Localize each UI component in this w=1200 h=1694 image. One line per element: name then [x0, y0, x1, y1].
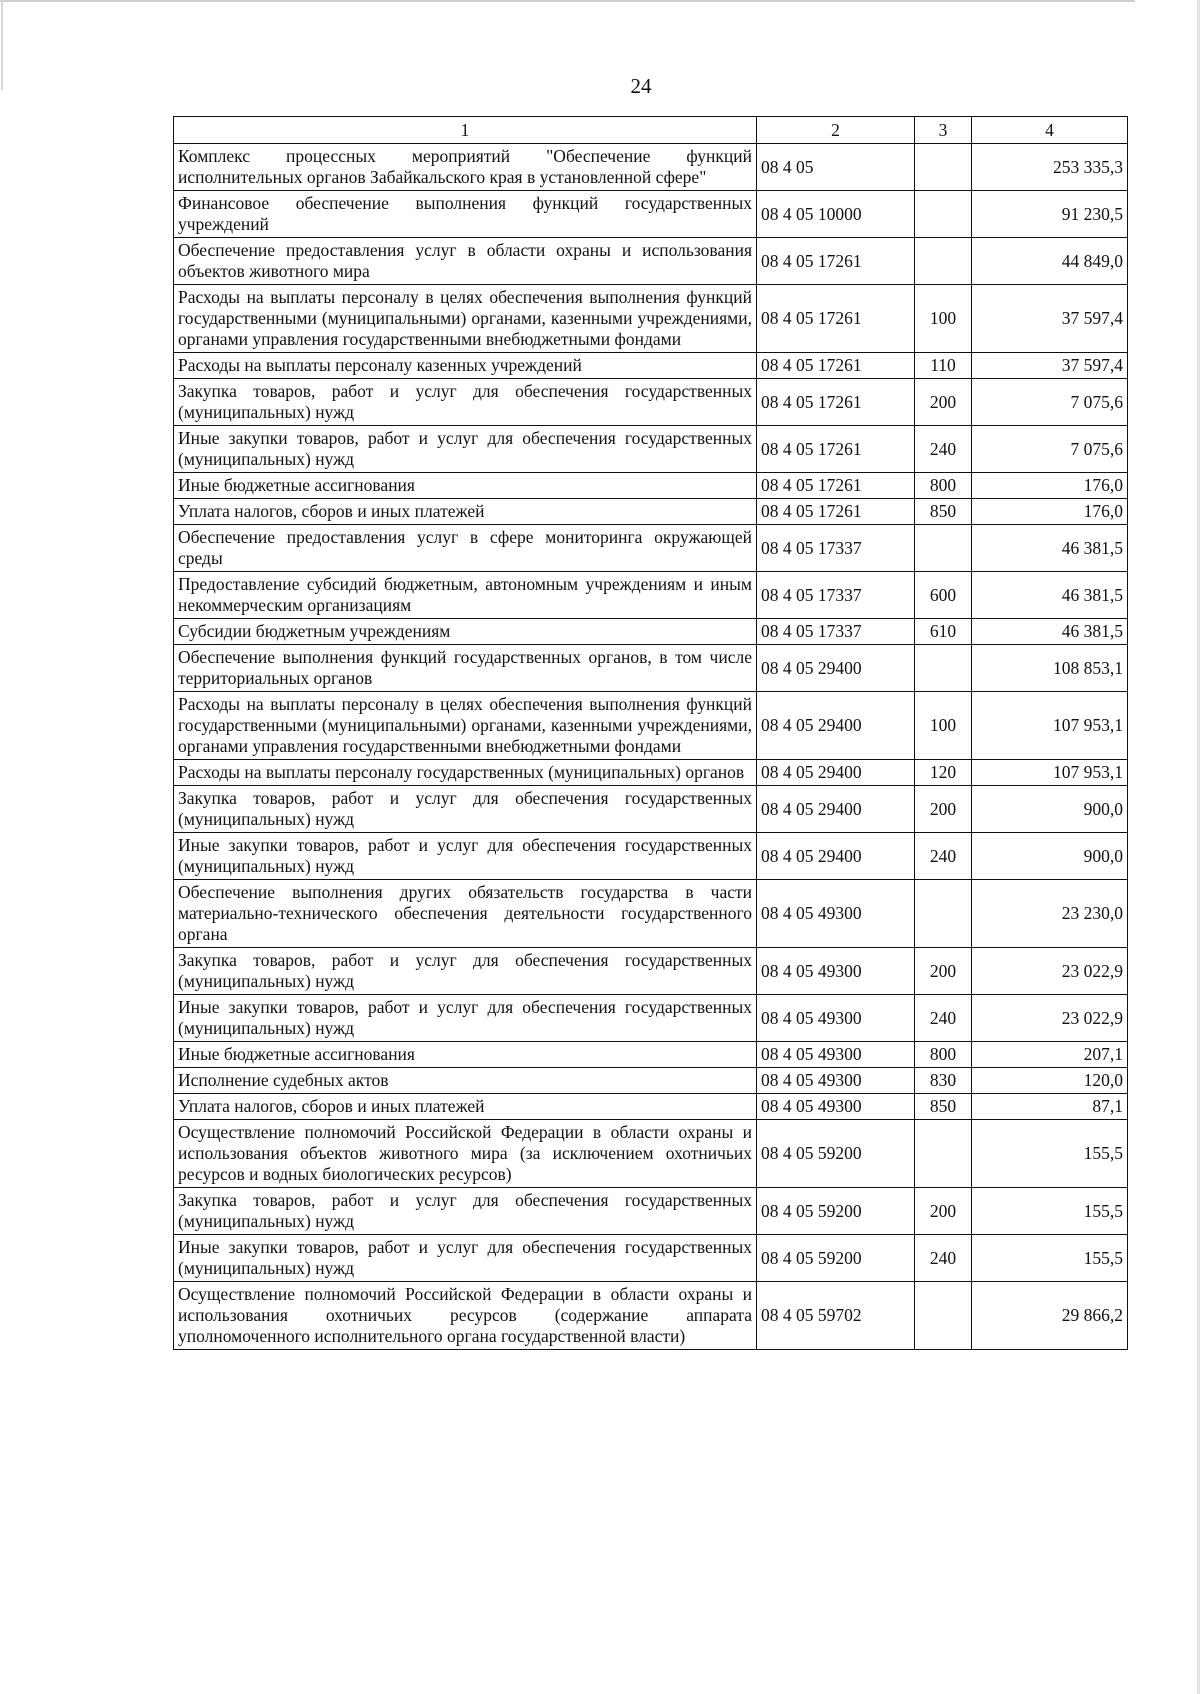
row-amount: 29 866,2 — [972, 1282, 1128, 1350]
row-expense-type: 610 — [915, 619, 972, 645]
table-row — [174, 1042, 1128, 1068]
table-row — [174, 619, 1128, 645]
row-expense-type: 110 — [915, 353, 972, 379]
row-expense-type: 850 — [915, 1094, 972, 1120]
row-amount: 46 381,5 — [972, 572, 1128, 619]
row-code: 08 4 05 49300 — [757, 1042, 915, 1068]
row-code: 08 4 05 17261 — [757, 353, 915, 379]
table-row — [174, 525, 1128, 572]
row-amount: 107 953,1 — [972, 760, 1128, 786]
row-expense-type — [915, 191, 972, 238]
table-row — [174, 760, 1128, 786]
row-amount: 7 075,6 — [972, 379, 1128, 426]
row-expense-type: 100 — [915, 285, 972, 353]
row-code: 08 4 05 49300 — [757, 880, 915, 948]
row-expense-type — [915, 645, 972, 692]
row-code: 08 4 05 17261 — [757, 379, 915, 426]
row-amount: 107 953,1 — [972, 692, 1128, 760]
row-name: Обеспечение предоставления услуг в сфере мониторинга окружающей среды — [174, 525, 757, 572]
row-amount: 108 853,1 — [972, 645, 1128, 692]
table-row — [174, 353, 1128, 379]
row-name: Закупка товаров, работ и услуг для обеспечения государственных (муниципальных) нужд — [174, 948, 757, 995]
row-name: Обеспечение выполнения функций государственных органов, в том числе территориальных органов — [174, 645, 757, 692]
row-amount: 7 075,6 — [972, 426, 1128, 473]
scan-edge-top — [0, 0, 1135, 2]
row-name: Уплата налогов, сборов и иных платежей — [174, 499, 757, 525]
row-expense-type: 800 — [915, 1042, 972, 1068]
column-header-4: 4 — [972, 117, 1128, 144]
row-expense-type — [915, 1120, 972, 1188]
table-row — [174, 285, 1128, 353]
row-code: 08 4 05 10000 — [757, 191, 915, 238]
page-number: 24 — [630, 74, 652, 98]
row-amount: 37 597,4 — [972, 353, 1128, 379]
row-amount: 37 597,4 — [972, 285, 1128, 353]
table-row — [174, 1068, 1128, 1094]
row-name: Осуществление полномочий Российской Федерации в области охраны и использования охотничьих ресурсов (содержание аппарата уполномоченного исполнительного органа государственной власти) — [174, 1282, 757, 1350]
row-code: 08 4 05 49300 — [757, 1068, 915, 1094]
row-name: Финансовое обеспечение выполнения функций государственных учреждений — [174, 191, 757, 238]
row-code: 08 4 05 29400 — [757, 645, 915, 692]
table-row — [174, 1188, 1128, 1235]
table-row — [174, 645, 1128, 692]
row-amount: 155,5 — [972, 1235, 1128, 1282]
table-row — [174, 692, 1128, 760]
row-amount: 155,5 — [972, 1188, 1128, 1235]
row-amount: 207,1 — [972, 1042, 1128, 1068]
table-row — [174, 473, 1128, 499]
row-code: 08 4 05 17261 — [757, 426, 915, 473]
row-expense-type: 240 — [915, 1235, 972, 1282]
row-expense-type — [915, 880, 972, 948]
row-expense-type: 240 — [915, 995, 972, 1042]
row-expense-type: 800 — [915, 473, 972, 499]
row-code: 08 4 05 29400 — [757, 760, 915, 786]
column-header-3: 3 — [915, 117, 972, 144]
row-code: 08 4 05 17261 — [757, 499, 915, 525]
row-code: 08 4 05 17261 — [757, 473, 915, 499]
row-expense-type: 200 — [915, 379, 972, 426]
row-code: 08 4 05 17261 — [757, 285, 915, 353]
table-row — [174, 426, 1128, 473]
row-expense-type — [915, 144, 972, 191]
row-amount: 900,0 — [972, 786, 1128, 833]
row-amount: 23 022,9 — [972, 995, 1128, 1042]
row-name: Расходы на выплаты персоналу государственных (муниципальных) органов — [174, 760, 757, 786]
row-name: Закупка товаров, работ и услуг для обеспечения государственных (муниципальных) нужд — [174, 379, 757, 426]
row-expense-type — [915, 525, 972, 572]
row-code: 08 4 05 49300 — [757, 948, 915, 995]
row-code: 08 4 05 17337 — [757, 525, 915, 572]
table-row — [174, 1120, 1128, 1188]
table-body — [174, 144, 1128, 1350]
table-row — [174, 191, 1128, 238]
table-row — [174, 1282, 1128, 1350]
row-expense-type: 200 — [915, 786, 972, 833]
row-amount: 23 022,9 — [972, 948, 1128, 995]
row-name: Иные бюджетные ассигнования — [174, 473, 757, 499]
row-amount: 900,0 — [972, 833, 1128, 880]
row-expense-type: 830 — [915, 1068, 972, 1094]
column-header-2: 2 — [757, 117, 915, 144]
row-name: Расходы на выплаты персоналу в целях обеспечения выполнения функций государственными (муниципальными) органами, казенными учреждениями, органами управления государственными внебюджетными фондами — [174, 285, 757, 353]
row-expense-type — [915, 1282, 972, 1350]
row-name: Иные закупки товаров, работ и услуг для обеспечения государственных (муниципальных) нужд — [174, 995, 757, 1042]
row-expense-type: 120 — [915, 760, 972, 786]
row-code: 08 4 05 — [757, 144, 915, 191]
row-name: Расходы на выплаты персоналу казенных учреждений — [174, 353, 757, 379]
table-row — [174, 995, 1128, 1042]
row-code: 08 4 05 59702 — [757, 1282, 915, 1350]
table-row — [174, 948, 1128, 995]
row-name: Предоставление субсидий бюджетным, автономным учреждениям и иным некоммерческим организациям — [174, 572, 757, 619]
budget-table — [173, 116, 1128, 1350]
row-code: 08 4 05 17261 — [757, 238, 915, 285]
table-row — [174, 379, 1128, 426]
row-amount: 87,1 — [972, 1094, 1128, 1120]
row-expense-type: 240 — [915, 833, 972, 880]
row-code: 08 4 05 59200 — [757, 1235, 915, 1282]
row-expense-type: 200 — [915, 1188, 972, 1235]
table-row — [174, 572, 1128, 619]
row-name: Закупка товаров, работ и услуг для обеспечения государственных (муниципальных) нужд — [174, 1188, 757, 1235]
row-name: Уплата налогов, сборов и иных платежей — [174, 1094, 757, 1120]
row-amount: 44 849,0 — [972, 238, 1128, 285]
row-name: Иные закупки товаров, работ и услуг для обеспечения государственных (муниципальных) нужд — [174, 1235, 757, 1282]
row-code: 08 4 05 29400 — [757, 786, 915, 833]
row-amount: 23 230,0 — [972, 880, 1128, 948]
row-name: Расходы на выплаты персоналу в целях обеспечения выполнения функций государственными (муниципальными) органами, казенными учреждениями, органами управления государственными внебюджетными фондами — [174, 692, 757, 760]
row-name: Закупка товаров, работ и услуг для обеспечения государственных (муниципальных) нужд — [174, 786, 757, 833]
row-name: Иные закупки товаров, работ и услуг для обеспечения государственных (муниципальных) нужд — [174, 426, 757, 473]
row-expense-type: 200 — [915, 948, 972, 995]
row-code: 08 4 05 17337 — [757, 619, 915, 645]
table-row — [174, 786, 1128, 833]
table-row — [174, 880, 1128, 948]
row-name: Обеспечение предоставления услуг в области охраны и использования объектов животного мира — [174, 238, 757, 285]
row-amount: 253 335,3 — [972, 144, 1128, 191]
row-code: 08 4 05 17337 — [757, 572, 915, 619]
row-expense-type: 100 — [915, 692, 972, 760]
row-name: Осуществление полномочий Российской Федерации в области охраны и использования объектов животного мира (за исключением охотничьих ресурсов и водных биологических ресурсов) — [174, 1120, 757, 1188]
row-amount: 120,0 — [972, 1068, 1128, 1094]
row-amount: 91 230,5 — [972, 191, 1128, 238]
row-expense-type — [915, 238, 972, 285]
row-amount: 155,5 — [972, 1120, 1128, 1188]
row-code: 08 4 05 49300 — [757, 1094, 915, 1120]
row-amount: 46 381,5 — [972, 619, 1128, 645]
table-row — [174, 833, 1128, 880]
table-header-row — [174, 117, 1128, 144]
row-code: 08 4 05 49300 — [757, 995, 915, 1042]
table-row — [174, 144, 1128, 191]
row-name: Исполнение судебных актов — [174, 1068, 757, 1094]
table-row — [174, 238, 1128, 285]
row-expense-type: 240 — [915, 426, 972, 473]
row-amount: 46 381,5 — [972, 525, 1128, 572]
row-amount: 176,0 — [972, 499, 1128, 525]
row-code: 08 4 05 59200 — [757, 1120, 915, 1188]
row-expense-type: 850 — [915, 499, 972, 525]
row-code: 08 4 05 59200 — [757, 1188, 915, 1235]
table-row — [174, 499, 1128, 525]
row-name: Субсидии бюджетным учреждениям — [174, 619, 757, 645]
row-amount: 176,0 — [972, 473, 1128, 499]
row-code: 08 4 05 29400 — [757, 833, 915, 880]
table-row — [174, 1094, 1128, 1120]
row-name: Обеспечение выполнения других обязательств государства в части материально-технического обеспечения деятельности государственного органа — [174, 880, 757, 948]
row-name: Иные бюджетные ассигнования — [174, 1042, 757, 1068]
row-code: 08 4 05 29400 — [757, 692, 915, 760]
table-row — [174, 1235, 1128, 1282]
column-header-1: 1 — [174, 117, 757, 144]
row-name: Иные закупки товаров, работ и услуг для обеспечения государственных (муниципальных) нужд — [174, 833, 757, 880]
row-name: Комплекс процессных мероприятий "Обеспечение функций исполнительных органов Забайкальского края в установленной сфере" — [174, 144, 757, 191]
row-expense-type: 600 — [915, 572, 972, 619]
